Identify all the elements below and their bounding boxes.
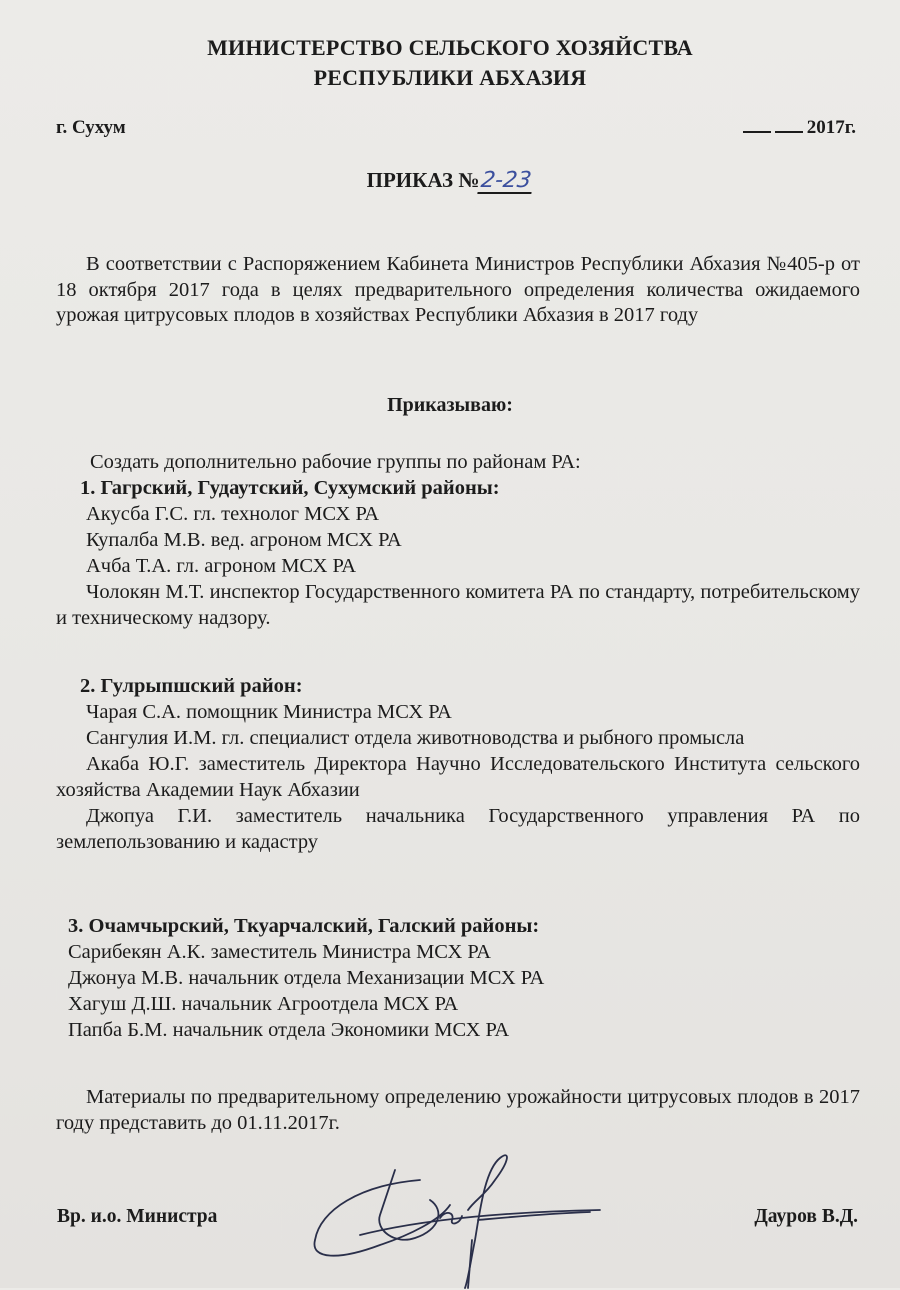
- group-member: Акусба Г.С. гл. технолог МСХ РА: [86, 503, 380, 525]
- city: г. Сухум: [56, 117, 126, 138]
- group-member: Сангулия И.М. гл. специалист отдела животноводства и рыбного промысла: [86, 727, 745, 749]
- group-member: Ачба Т.А. гл. агроном МСХ РА: [86, 555, 357, 577]
- group-title: 3. Очамчырский, Ткуарчалский, Галский районы:: [68, 915, 540, 937]
- group-title: 1. Гагрский, Гудаутский, Сухумский районы:: [80, 477, 500, 499]
- decree-heading: Приказываю:: [387, 394, 513, 416]
- handwritten-signature: [300, 1140, 630, 1290]
- group-member: Купалба М.В. вед. агроном МСХ РА: [86, 529, 402, 551]
- group-1: [56, 449, 860, 631]
- group-member: Акаба Ю.Г. заместитель Директора Научно Исследовательского Института сельского хозяйства Академии Наук Абхазии: [56, 753, 860, 801]
- group-member: Чолокян М.Т. инспектор Государственного комитета РА по стандарту, потребительскому и техническому надзору.: [56, 581, 860, 629]
- document-date: [743, 117, 856, 139]
- group-member: Хагуш Д.Ш. начальник Агроотдела МСХ РА: [68, 993, 459, 1015]
- order-label: ПРИКАЗ №: [366, 168, 480, 192]
- group-member: Папба Б.М. начальник отдела Экономики МСХ РА: [68, 1019, 510, 1041]
- signature-stroke: [465, 1155, 507, 1288]
- order-number-handwritten: 2-23: [478, 170, 535, 194]
- groups-intro: Создать дополнительно рабочие группы по районам РА:: [90, 451, 581, 473]
- order-title: [0, 168, 900, 194]
- signatory-name: Дауров В.Д.: [754, 1206, 858, 1227]
- closing-paragraph: Материалы по предварительному определению урожайности цитрусовых плодов в 2017 году представить до 01.11.2017г.: [56, 1086, 860, 1134]
- signature-stroke: [314, 1180, 450, 1256]
- ministry-header: [0, 33, 900, 93]
- group-3: [56, 913, 860, 1043]
- group-member: Джопуа Г.И. заместитель начальника Государственного управления РА по землепользованию и кадастру: [56, 805, 860, 853]
- month-blank: [775, 117, 803, 133]
- group-2: [56, 673, 860, 855]
- signature-stroke: [468, 1240, 472, 1288]
- signatory-title: Вр. и.о. Министра: [57, 1206, 218, 1227]
- header-line-1: МИНИСТЕРСТВО СЕЛЬСКОГО ХОЗЯЙСТВА: [207, 35, 693, 60]
- intro-paragraph: В соответствии с Распоряжением Кабинета Министров Республики Абхазия №405-р от 18 октября 2017 года в целях предварительного определения количества ожидаемого урожая цитрусовых плодов в хозяйствах Республики Абхазия в 2017 году: [56, 253, 860, 326]
- group-member: Чарая С.А. помощник Министра МСХ РА: [86, 701, 452, 723]
- group-title: 2. Гулрыпшский район:: [80, 675, 303, 697]
- header-line-2: РЕСПУБЛИКИ АБХАЗИЯ: [313, 65, 587, 90]
- group-member: Джонуа М.В. начальник отдела Механизации МСХ РА: [68, 967, 545, 989]
- group-member: Сарибекян А.К. заместитель Министра МСХ РА: [68, 941, 491, 963]
- day-blank: [743, 117, 771, 133]
- date-year: 2017г.: [806, 117, 856, 138]
